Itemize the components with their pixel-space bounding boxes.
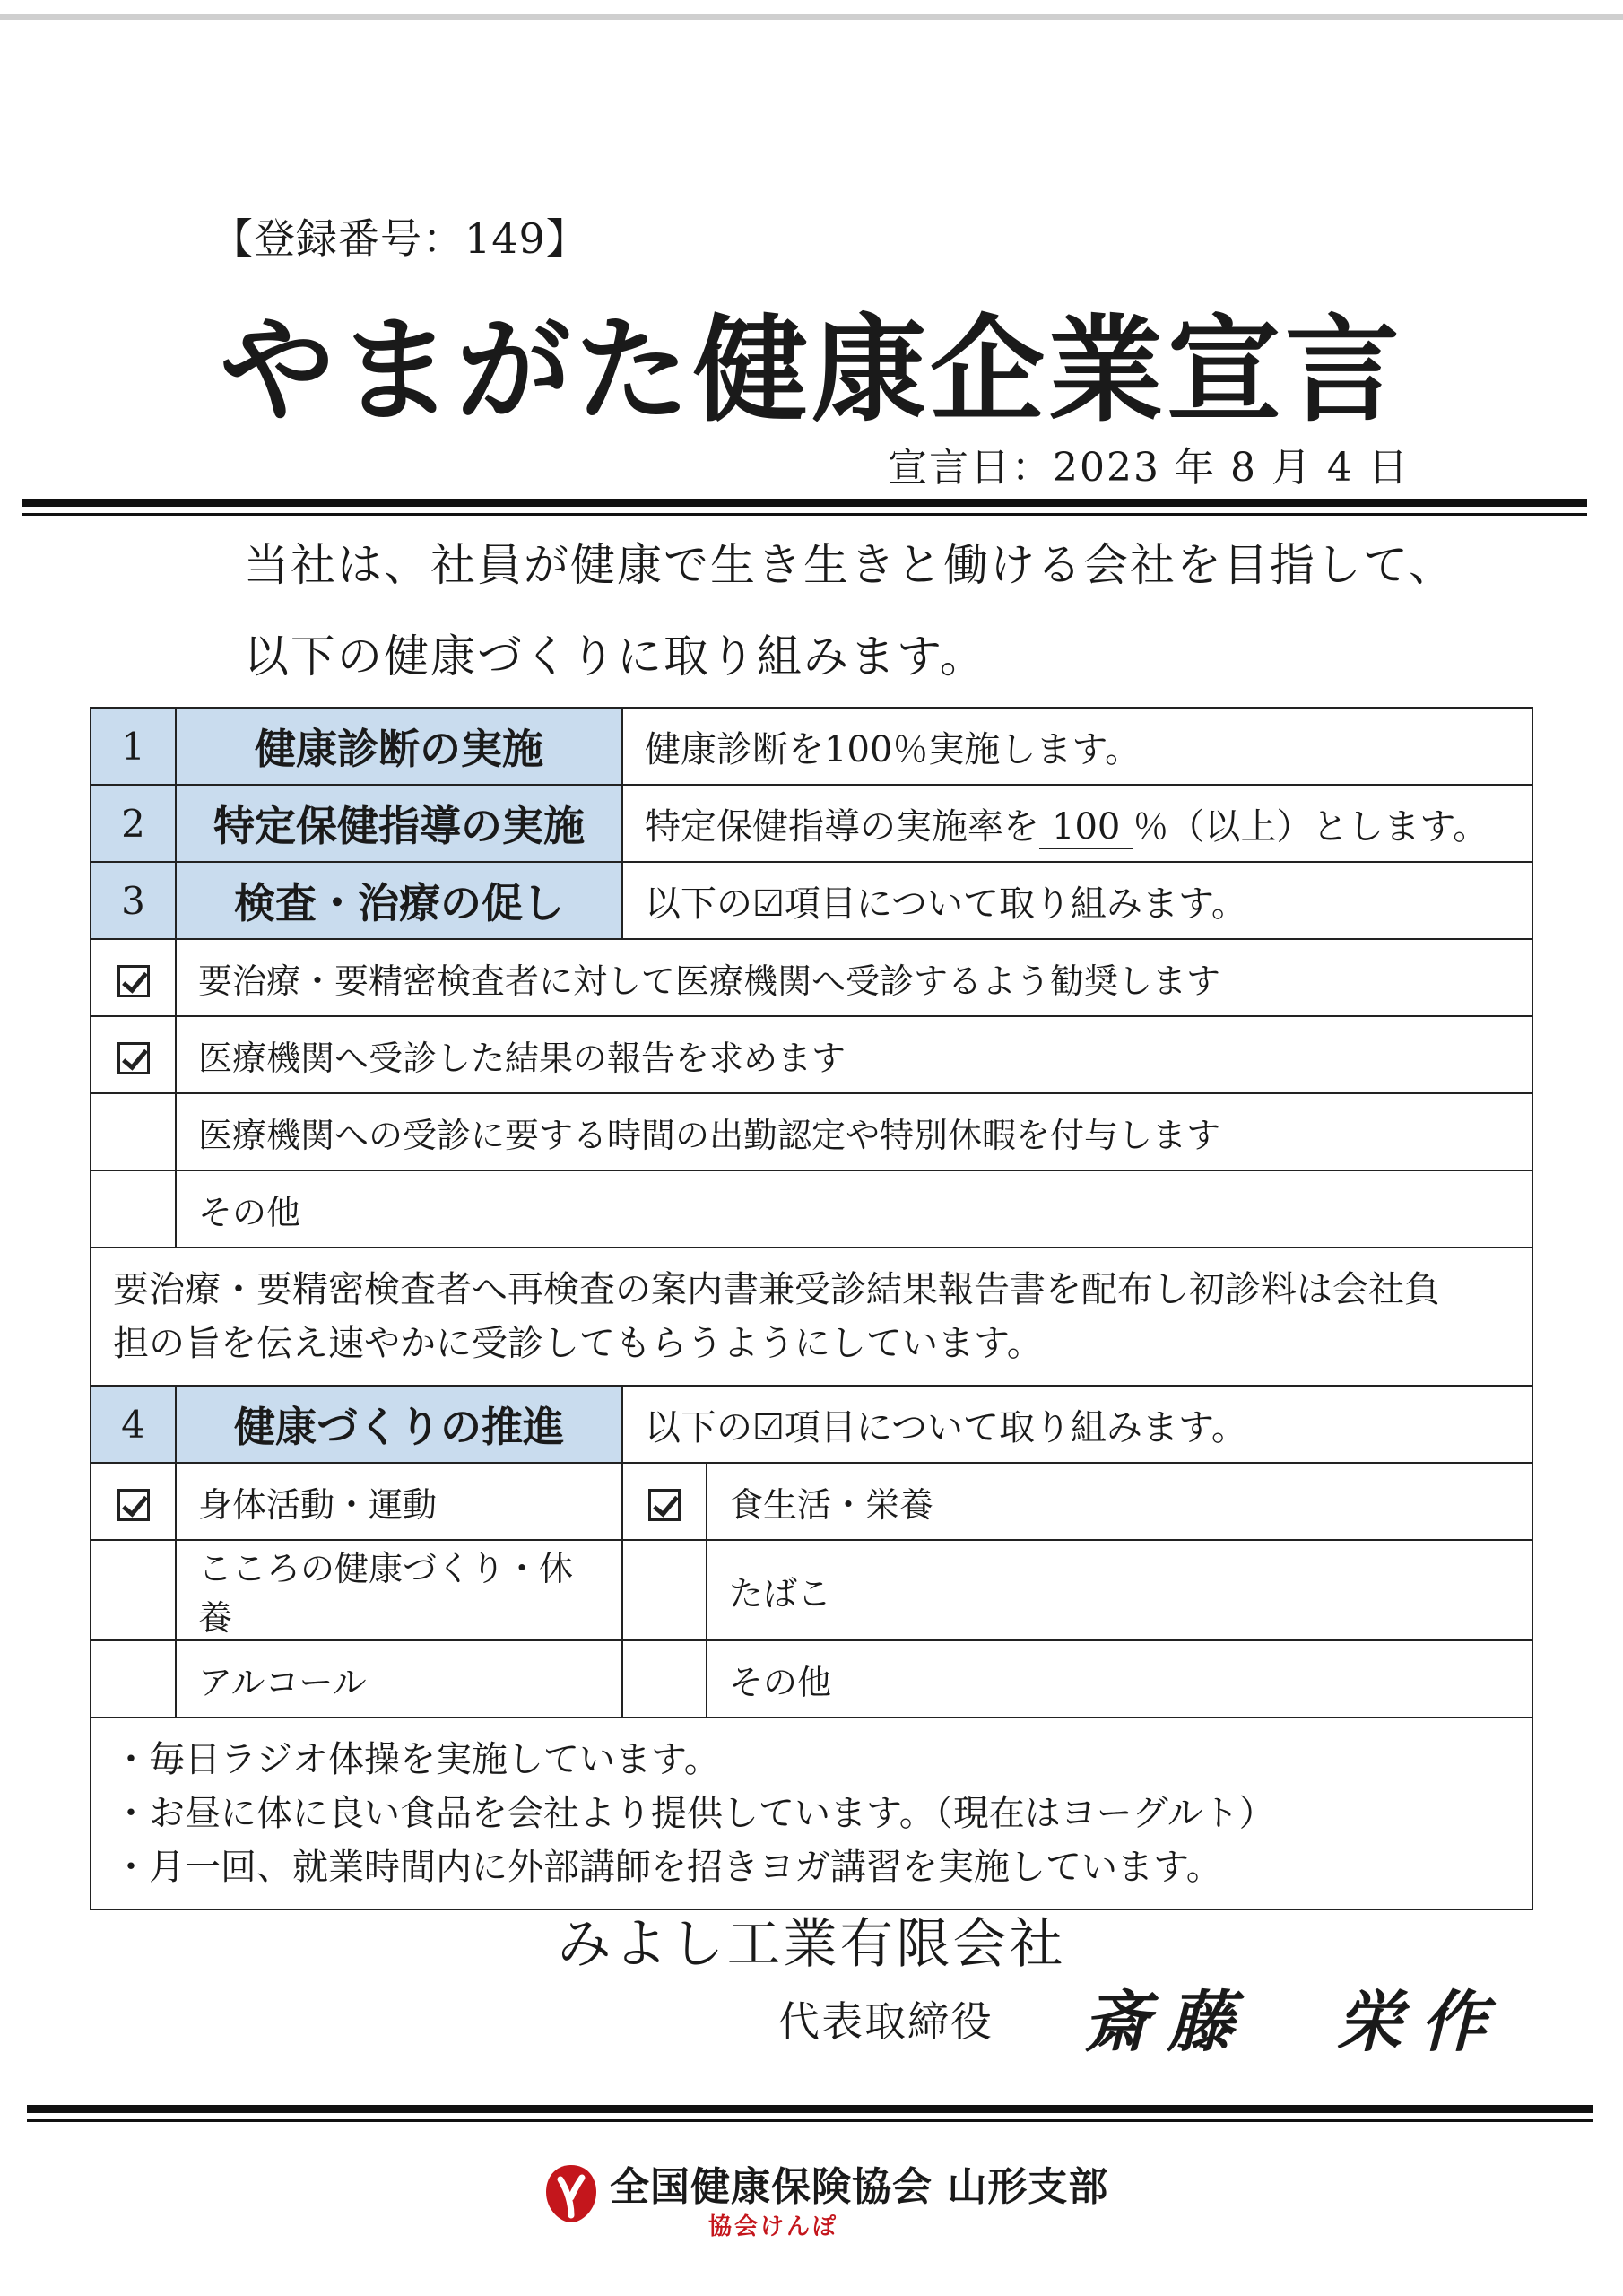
checkbox-checked-icon: [117, 965, 150, 997]
item-number: 4: [91, 1386, 176, 1463]
intro-line-2: 以下の健康づくりに取り組みます。: [244, 631, 986, 683]
item-row-1: [91, 708, 1532, 785]
checkbox-cell-empty: [91, 1640, 176, 1718]
note-line: ・お昼に体に良い食品を会社より提供しています。（現在はヨーグルト）: [113, 1793, 1275, 1834]
checkbox-cell-empty: [91, 1093, 176, 1170]
item-description: [622, 785, 1532, 862]
registration-number: 【登録番号：149】: [212, 214, 588, 263]
checkbox-cell: [91, 939, 176, 1016]
section3-option-row: [91, 939, 1532, 1016]
note-line: 担の旨を伝え速やかに受診してもらうようにしています。: [113, 1323, 1043, 1364]
section4-option-row: [91, 1640, 1532, 1718]
checkbox-cell: [91, 1463, 176, 1540]
item-description: 以下の☑項目について取り組みます。: [622, 862, 1532, 939]
item-description: 以下の☑項目について取り組みます。: [622, 1386, 1532, 1463]
item-row-3: [91, 862, 1532, 939]
header-rule-thick: [22, 499, 1587, 507]
company-name: みよし工業有限会社: [557, 1913, 1066, 1976]
item-number: 2: [91, 785, 176, 862]
section3-option-row: [91, 1170, 1532, 1248]
declaration-table: [90, 707, 1533, 1910]
note-line: ・毎日ラジオ体操を実施しています。: [113, 1739, 720, 1780]
item-heading: 特定保健指導の実施: [176, 785, 622, 862]
option-label: 要治療・要精密検査者に対して医療機関へ受診するよう勧奨します: [176, 939, 1532, 1016]
checkbox-cell-empty: [91, 1540, 176, 1640]
section4-option-row: [91, 1540, 1532, 1640]
section4-notes-row: [91, 1718, 1532, 1909]
representative-signature: 斎藤 栄作: [1083, 1984, 1505, 2061]
checkbox-checked-icon: [648, 1489, 681, 1521]
note-line: 要治療・要精密検査者へ再検査の案内書兼受診結果報告書を配布し初診料は会社負: [113, 1269, 1440, 1310]
item-description: 健康診断を100％実施します。: [622, 708, 1532, 785]
footer-rule-thick: [27, 2105, 1593, 2113]
item-heading: 健康づくりの推進: [176, 1386, 622, 1463]
footer-rule-thin: [27, 2119, 1593, 2122]
option-label: その他: [176, 1170, 1532, 1248]
association-subname: 協会けんぽ: [708, 2213, 839, 2240]
header-rule-thin: [22, 513, 1587, 516]
item-heading: 検査・治療の促し: [176, 862, 622, 939]
checkbox-cell-empty: [622, 1540, 707, 1640]
representative-title: 代表取締役: [778, 1997, 994, 2046]
scan-edge: [0, 14, 1623, 20]
item-heading: 健康診断の実施: [176, 708, 622, 785]
checkbox-checked-icon: [117, 1042, 150, 1074]
item-row-4: [91, 1386, 1532, 1463]
option-label: 食生活・栄養: [707, 1463, 1532, 1540]
section3-option-row: [91, 1016, 1532, 1093]
option-label: 身体活動・運動: [176, 1463, 622, 1540]
section3-note-row: [91, 1248, 1532, 1386]
option-label: こころの健康づくり・休養: [176, 1540, 622, 1640]
item-number: 1: [91, 708, 176, 785]
item-number: 3: [91, 862, 176, 939]
checkbox-checked-icon: [117, 1489, 150, 1521]
option-label: その他: [707, 1640, 1532, 1718]
item-row-2: [91, 785, 1532, 862]
section3-option-row: [91, 1093, 1532, 1170]
checkbox-cell-empty: [91, 1170, 176, 1248]
section3-note: [91, 1248, 1532, 1386]
rate-text-after: ％（以上）とします。: [1133, 805, 1489, 848]
checkbox-cell: [622, 1463, 707, 1540]
option-label: 医療機関へ受診した結果の報告を求めます: [176, 1016, 1532, 1093]
checkbox-cell-empty: [622, 1640, 707, 1718]
intro-line-1: 当社は、社員が健康で生き生きと働ける会社を目指して、: [244, 539, 1455, 591]
kyokai-kenpo-logo-icon: [542, 2161, 600, 2226]
option-label: 医療機関への受診に要する時間の出勤認定や特別休暇を付与します: [176, 1093, 1532, 1170]
checkbox-cell: [91, 1016, 176, 1093]
note-line: ・月一回、就業時間内に外部講師を招きヨガ講習を実施しています。: [113, 1847, 1222, 1888]
rate-text-before: 特定保健指導の実施率を: [645, 805, 1039, 848]
section4-notes: [91, 1718, 1532, 1909]
option-label: たばこ: [707, 1540, 1532, 1640]
section4-option-row: [91, 1463, 1532, 1540]
association-name: 全国健康保険協会 山形支部: [610, 2164, 1109, 2210]
rate-value: 100: [1039, 806, 1133, 849]
option-label: アルコール: [176, 1640, 622, 1718]
declaration-date: 宣言日：2023 年 8 月 4 日: [888, 445, 1410, 491]
page-title: やまがた健康企業宣言: [219, 304, 1403, 438]
